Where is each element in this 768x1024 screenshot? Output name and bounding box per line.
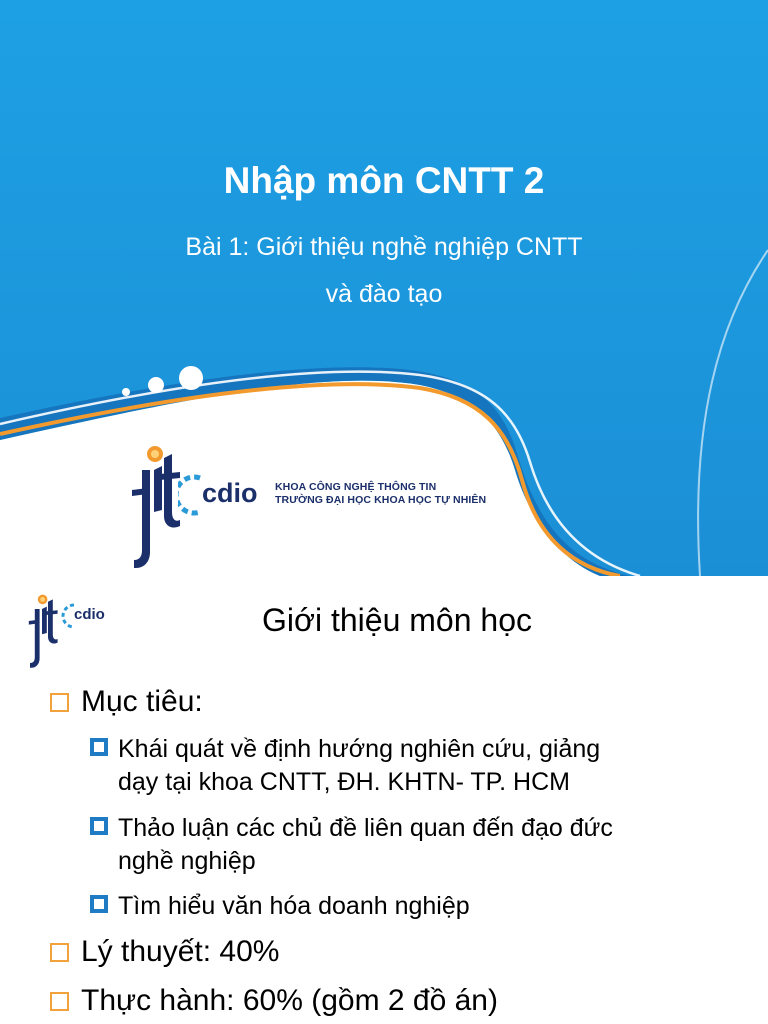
university-name: TRƯỜNG ĐẠI HỌC KHOA HỌC TỰ NHIÊN (275, 494, 487, 506)
bullet-practice: Thực hành: 60% (gồm 2 đồ án) (50, 983, 498, 1019)
sub-bullet-2: Thảo luận các chủ đề liên quan đến đạo đức nghề nghiệp (90, 812, 730, 878)
fit-logo-small-icon (24, 590, 60, 670)
cdio-logo-text: cdio (202, 478, 258, 508)
bullet-objectives: Mục tiêu: (50, 684, 203, 720)
orange-square-bullet-icon (50, 693, 69, 712)
cdio-logo-text-small: cdio (74, 606, 105, 623)
blue-square-bullet-icon (90, 895, 108, 913)
orange-square-bullet-icon (50, 992, 69, 1011)
sub-bullet-1: Khái quát về định hướng nghiên cứu, giảng dạy tại khoa CNTT, ĐH. KHTN- TP. HCM (90, 733, 730, 799)
faculty-name: KHOA CÔNG NGHỆ THÔNG TIN (275, 481, 437, 493)
slide-title: Nhập môn CNTT 2 (223, 160, 545, 201)
slide-subtitle-line2: và đào tạo (325, 280, 443, 308)
slide-subtitle-line1: Bài 1: Giới thiệu nghề nghiệp CNTT (185, 233, 583, 261)
fit-logo-icon (124, 440, 184, 570)
sub-bullet-3: Tìm hiểu văn hóa doanh nghiệp (90, 890, 730, 923)
blue-square-bullet-icon (90, 738, 108, 756)
slide2-title: Giới thiệu môn học (262, 602, 532, 638)
bullet-theory: Lý thuyết: 40% (50, 934, 279, 970)
orange-square-bullet-icon (50, 943, 69, 962)
blue-square-bullet-icon (90, 817, 108, 835)
course-intro-slide (0, 576, 768, 1024)
